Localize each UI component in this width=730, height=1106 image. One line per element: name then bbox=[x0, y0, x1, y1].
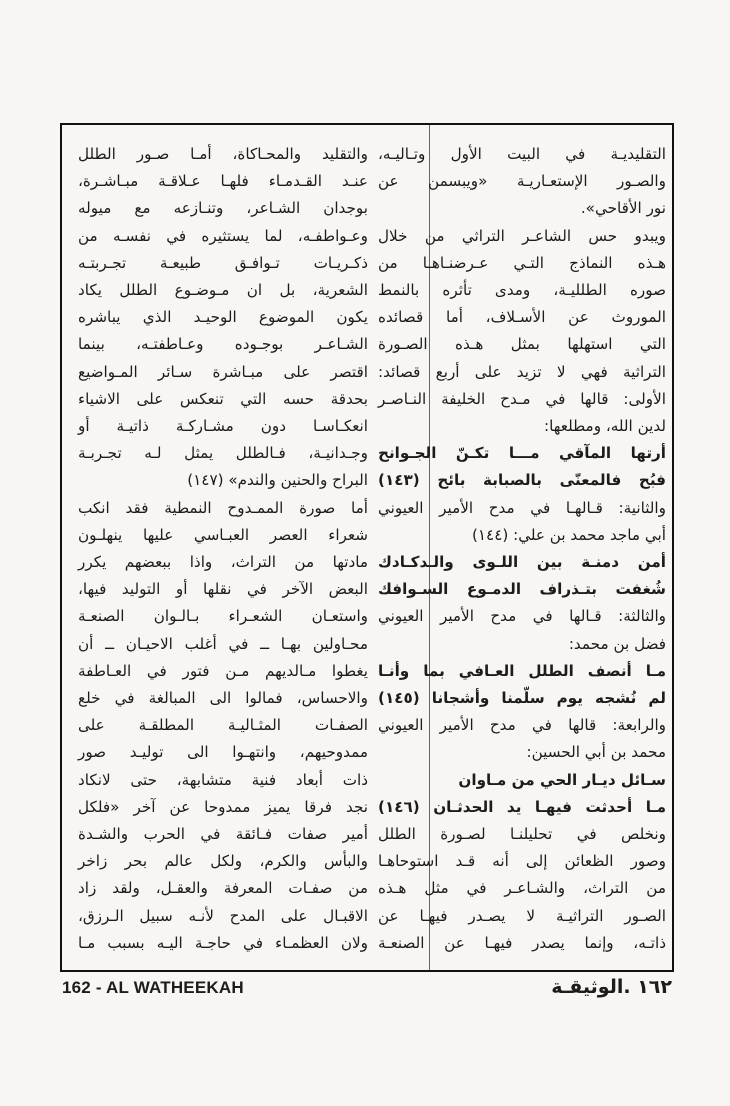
footer-page-number-latin: 162 - AL WATHEEKAH bbox=[62, 978, 244, 997]
text-line: اقتصر على مبـاشرة سـائر المـواضيع bbox=[78, 362, 368, 381]
right-text-column bbox=[378, 141, 666, 957]
text-line: يكون الموضوع الوحيـد الذي يباشره bbox=[78, 308, 368, 327]
text-line: انعكـاسـا دون مشـاركـة ذاتيـة أو bbox=[78, 417, 368, 436]
text-line: أما صورة الممـدوح النمطية فقد انكب bbox=[78, 498, 368, 517]
text-line: ويبدو حس الشاعـر التراثي من خلال bbox=[378, 226, 666, 245]
text-line: الاقبـال على المدح لأنـه سبيل الـرزق، bbox=[78, 906, 368, 925]
text-line: والرابعة: قالها في مدح الأمير العيوني bbox=[378, 716, 666, 735]
text-line: شعراء العصر العبـاسي عليها ينهلـون bbox=[78, 525, 368, 544]
poem-verse-line: مـا أحدثت فيهـا يد الحدثـان (١٤٦) bbox=[378, 797, 666, 816]
text-line: الشعرية، بل ان مـوضـوع الطلل يكاد bbox=[78, 281, 368, 300]
poem-verse-line: أرتها المآقي مـــا تكـنّ الجـوانح bbox=[378, 444, 666, 463]
text-line: وعـواطفـه، لما يستثيره في نفسـه من bbox=[78, 226, 368, 245]
text-line: البعض الآخر في نقلها أو التوليد فيها، bbox=[78, 580, 368, 599]
text-line: محمد بن أبي الحسين: bbox=[526, 743, 666, 762]
text-line: هـذه النماذج التـي عـرضنـاهـا من bbox=[378, 253, 666, 272]
text-line: والتقليد والمحـاكاة، أمـا صـور الطلل bbox=[78, 145, 368, 163]
text-line: الأولى: قالها في مـدح الخليفة النـاصـر bbox=[378, 389, 666, 408]
text-line: البراح والحنين والندم» (١٤٧) bbox=[187, 471, 368, 490]
text-line: صوره الطلليـة، ومدى تأثره بالنمط bbox=[378, 281, 666, 300]
text-line: بحدقة حسه التي تنعكس على الاشياء bbox=[78, 389, 368, 408]
text-line: بوجدان الشـاعر، وتنـازعه مع ميوله bbox=[78, 199, 368, 218]
poem-verse-line: سـائل ديـار الحي من مـاوان bbox=[458, 770, 666, 789]
text-line: ولان العظمـاء في حاجـة اليـه بسبب مـا bbox=[78, 933, 368, 952]
poem-verse-line: شُغفت بتـذراف الدمـوع السـوافك bbox=[378, 580, 666, 599]
poem-verse-line: أمن دمنـة بين اللـوى والـدكـادك bbox=[378, 553, 666, 572]
text-line: يغطوا مـالديهم مـن فتور في العـاطفة bbox=[78, 661, 368, 680]
text-line: وصور الظعائن إلى أنه قـد استوحاهـا bbox=[378, 852, 666, 871]
text-line: أمير صفات فـائقة في الحرب والشـدة bbox=[78, 825, 368, 844]
text-line: ذاتـه، وإنما يصدر فيهـا عن الصنعـة bbox=[378, 933, 666, 952]
text-line: التي استهلها بمثل هـذه الصـورة bbox=[378, 335, 666, 354]
text-line: والثانية: قـالهـا في مدح الأمير العيوني bbox=[378, 498, 666, 517]
left-text-column bbox=[78, 141, 368, 957]
text-line: ذكـريـات تـوافـق طبيعـة تجـربتـه bbox=[78, 253, 368, 272]
text-line: أبي ماجد محمد بن علي: (١٤٤) bbox=[471, 525, 666, 544]
text-line: والصـور الإستعـاريـة «ويبسمن عن bbox=[378, 172, 666, 191]
poem-verse-line: مـا أنصف الطلل العـافي بما وأنـا bbox=[378, 661, 666, 680]
text-line: نور الأقاحي». bbox=[580, 199, 666, 218]
text-line: لدين الله، ومطلعها: bbox=[544, 417, 666, 436]
text-line: الصـور التراثيـة لا يصـدر فيهـا عن bbox=[378, 906, 666, 925]
text-line: نجد فرقا يميز ممدوحا عن آخر «فلكل bbox=[78, 797, 368, 816]
text-line: واستعـان الشعـراء بـالـوان الصنعـة bbox=[78, 607, 368, 626]
article-frame bbox=[60, 123, 674, 972]
text-line: ممدوحيهم، وانتهـوا الى توليـد صور bbox=[78, 743, 368, 762]
text-line: الصفـات المثـاليـة المطلقـة على bbox=[78, 716, 368, 735]
text-line: مادتها من التراث، واذا ببعضهم يكرر bbox=[78, 553, 368, 572]
text-line: والثالثة: قـالها في مدح الأمير العيوني bbox=[378, 607, 666, 626]
text-line: التراثية فهي لا تزيد على أربع قصائد: bbox=[378, 362, 666, 381]
poem-verse-line: لم نُشجه يوم سلّمنا وأشجانا (١٤٥) bbox=[378, 689, 666, 708]
text-line: الشـاعـر بوجـوده وعـاطفتـه، بينما bbox=[78, 335, 368, 354]
text-line: فضل بن محمد: bbox=[568, 634, 666, 653]
text-line: عنـد القـدمـاء فلهـا عـلاقـة مبـاشـرة، bbox=[78, 172, 368, 191]
text-line: ونخلص في تحليلنـا لصـورة الطلل bbox=[378, 825, 666, 844]
text-line: وجـدانيـة، فـالطلل يمثل لـه تجـربـة bbox=[78, 444, 368, 463]
text-line: ذات أبعاد فنية متشابهة، حتى لانكاد bbox=[78, 770, 368, 789]
poem-verse-line: فبُح فالمعنّى بالصبابة بائح (١٤٣) bbox=[378, 471, 666, 490]
text-line: من صفـات المعرفة والعقـل، ولقد زاد bbox=[78, 879, 368, 898]
text-line: والاحساس، فمالوا الى المبالغة في خلع bbox=[78, 689, 368, 708]
text-line: من التراث، والشـاعـر في مثل هـذه bbox=[378, 879, 666, 898]
text-line: الموروث عن الأسـلاف، أما قصائده bbox=[378, 308, 666, 327]
footer-page-number-arabic: ١٦٢ .الوثيقـة bbox=[551, 976, 672, 998]
text-line: والبأس والكرم، ولكل عالم بحر زاخر bbox=[78, 852, 368, 871]
text-line: التقليديـة في البيت الأول وتـاليـه، bbox=[378, 145, 666, 163]
text-line: محـاولين بهـا ــ في أغلب الاحيـان ــ أن bbox=[78, 634, 368, 653]
page-footer bbox=[0, 978, 730, 1008]
